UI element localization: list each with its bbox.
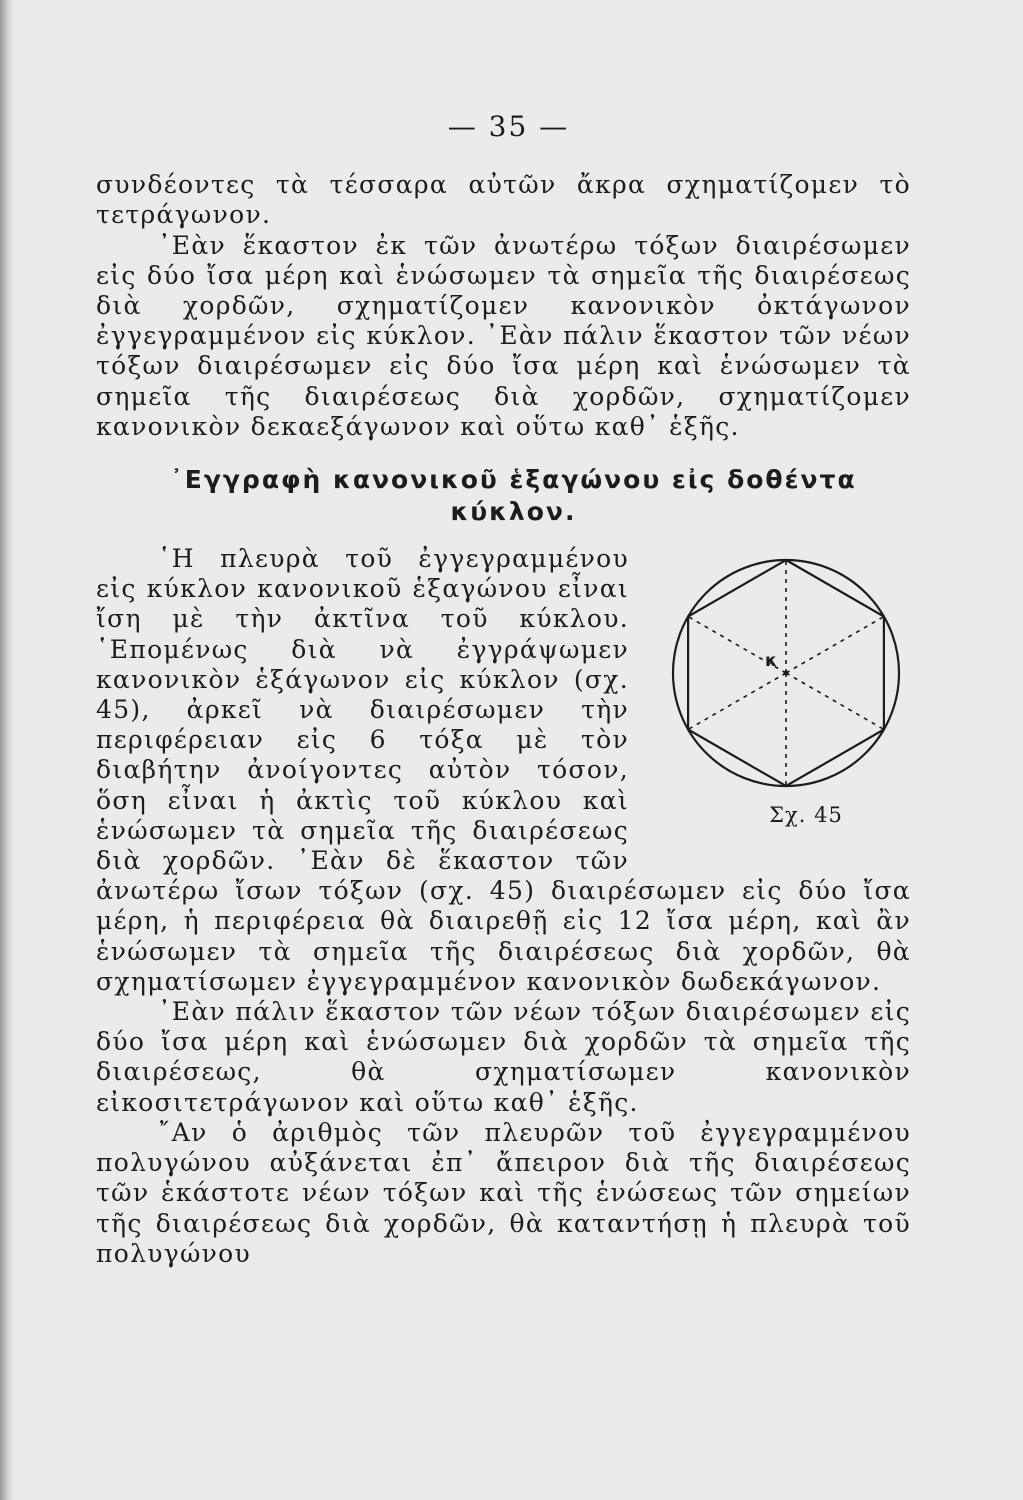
figure-caption: Σχ. 45 — [769, 803, 843, 828]
paragraph-hexagon-construction: ῾Η πλευρὰ τοῦ ἐγγεγραμμένου εἰς κύκλον κανονικοῦ ἑξαγώνου εἶναι ἴση μὲ τὴν ἀκτῖνα τοῦ κύκλου. ῾Επομένως διὰ νὰ ἐγγράψωμεν κανονικὸν ἑξάγωνον εἰς κύκλον (σχ. 45), ἀρκεῖ νὰ διαιρέσωμεν τὴν περιφέρειαν εἰς 6 τόξα μὲ τὸν διαβήτην ἀνοίγοντες αὐτὸν τόσον, ὅση εἶναι ἡ ἀκτὶς τοῦ κύκλου καὶ ἑνώσωμεν τὰ σημεῖα τῆς διαιρέσεως διὰ χορδῶν. ᾿Εὰν δὲ ἕκαστον τῶν ἀνωτέρω ἴσων τόξων (σχ. 45) διαιρέσωμεν εἰς δύο ἴσα μέρη, ἡ περιφέρεια θὰ διαιρεθῇ εἰς 12 ἴσα μέρη, καὶ ἂν ἑνώσωμεν τὰ σημεῖα τῆς διαιρέσεως διὰ χορδῶν, θὰ σχηματίσωμεν ἐγγεγραμμένον κανονικὸν δωδεκάγωνον. — [96, 544, 911, 996]
figure-45 — [651, 548, 921, 848]
center-point — [784, 671, 789, 676]
book-page — [96, 112, 911, 1269]
section-heading-hexagon: ᾿Εγγραφὴ κανονικοῦ ἑξαγώνου εἰς δοθέντα κύκλον. — [170, 465, 857, 527]
page-binding-edge — [0, 0, 14, 1500]
paragraph-square-end: συνδέοντες τὰ τέσσαρα αὐτῶν ἄκρα σχηματίζομεν τὸ τετράγωνον. — [96, 170, 911, 230]
page-number: — 35 — — [447, 110, 570, 143]
paragraph-octagon: ᾿Εὰν ἕκαστον ἐκ τῶν ἀνωτέρω τόξων διαιρέσωμεν εἰς δύο ἴσα μέρη καὶ ἑνώσωμεν τὰ σημεῖα τῆς διαιρέσεως διὰ χορδῶν, σχηματίζομεν κανονικὸν ὀκτάγωνον ἐγγεγραμμένον εἰς κύκλον. ᾿Εὰν πάλιν ἕκαστον τῶν νέων τόξων διαιρέσωμεν εἰς δύο ἴσα μέρη καὶ ἑνώσωμεν τὰ σημεῖα τῆς διαιρέσεως διὰ χορδῶν, σχηματίζομεν κανονικὸν δεκαεξάγωνον καὶ οὕτω καθ᾿ ἑξῆς. — [96, 230, 911, 441]
hexagon-section — [96, 544, 911, 997]
paragraph-24-gon: ᾿Εὰν πάλιν ἕκαστον τῶν νέων τόξων διαιρέσωμεν εἰς δύο ἴσα μέρη καὶ ἑνώσωμεν διὰ χορδῶν τὰ σημεῖα τῆς διαιρέσεως, θὰ σχηματίσωμεν κανονικὸν εἰκοσιτετράγωνον καὶ οὕτω καθ᾿ ἑξῆς. — [96, 997, 911, 1117]
center-label: κ — [765, 651, 779, 672]
paragraph-infinite-sides: ῎Αν ὁ ἀριθμὸς τῶν πλευρῶν τοῦ ἐγγεγραμμένου πολυγώνου αὐξάνεται ἐπ᾿ ἄπειρον διὰ τῆς διαιρέσεως τῶν ἑκάστοτε νέων τόξων καὶ τῆς ἑνώσεως τῶν σημείων τῆς διαιρέσεως διὰ χορδῶν, θὰ καταντήσῃ ἡ πλευρὰ τοῦ πολυγώνου — [96, 1117, 911, 1268]
hexagon-in-circle-diagram — [661, 548, 911, 798]
